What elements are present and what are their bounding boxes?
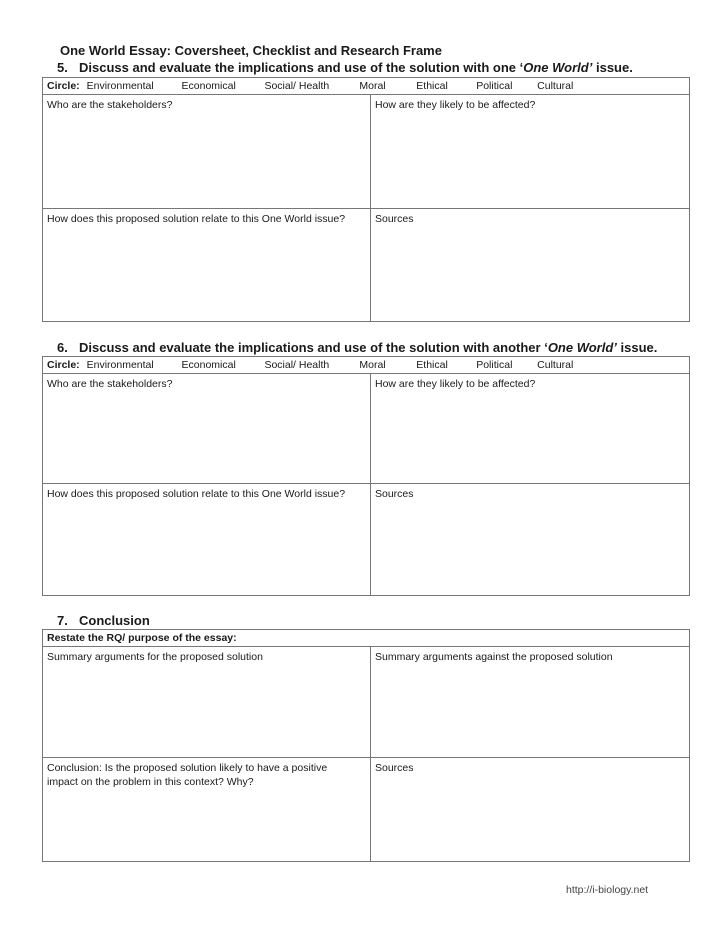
section-number: 6.: [57, 340, 68, 355]
relate-row: [43, 209, 689, 321]
circle-label: Circle:: [47, 359, 80, 371]
circle-row: [43, 78, 689, 95]
heading-text: Conclusion: [79, 613, 150, 628]
heading-text: Discuss and evaluate the implications and use of the solution with another ‘: [79, 340, 548, 355]
section-number: 5.: [57, 60, 68, 75]
option-ethical[interactable]: Ethical: [416, 359, 448, 371]
option-moral[interactable]: Moral: [359, 80, 386, 92]
option-cultural[interactable]: Cultural: [537, 80, 574, 92]
option-economical[interactable]: Economical: [181, 80, 236, 92]
option-political[interactable]: Political: [476, 359, 513, 371]
option-social-health[interactable]: Social/ Health: [264, 359, 330, 371]
affected-cell[interactable]: How are they likely to be affected?: [375, 378, 536, 390]
restate-row[interactable]: Restate the RQ/ purpose of the essay:: [43, 630, 689, 647]
relate-cell[interactable]: How does this proposed solution relate to this One World issue?: [43, 484, 371, 595]
footer-url[interactable]: http://i-biology.net: [566, 884, 649, 896]
section-7-heading: [57, 613, 150, 628]
relate-cell[interactable]: How does this proposed solution relate to this One World issue?: [43, 209, 371, 321]
sources-cell[interactable]: Sources: [375, 762, 414, 774]
stakeholders-row: [43, 95, 689, 209]
conclusion-question-line-2: impact on the problem in this context? Why?: [47, 776, 254, 788]
stakeholders-row: [43, 374, 689, 484]
section-5-frame: [42, 77, 690, 322]
section-5-heading: [57, 60, 633, 75]
option-economical[interactable]: Economical: [181, 359, 236, 371]
option-moral[interactable]: Moral: [359, 359, 386, 371]
heading-italic: One World’: [523, 60, 593, 75]
conclusion-question-cell[interactable]: [43, 758, 371, 861]
option-ethical[interactable]: Ethical: [416, 80, 448, 92]
option-environmental[interactable]: Environmental: [86, 359, 154, 371]
section-number: 7.: [57, 613, 68, 628]
document-title: One World Essay: Coversheet, Checklist and Research Frame: [60, 43, 442, 58]
heading-italic: One World’: [547, 340, 617, 355]
heading-end: issue.: [592, 60, 633, 75]
conclusion-question-line-1: Conclusion: Is the proposed solution likely to have a positive: [47, 762, 328, 774]
arguments-against-cell[interactable]: Summary arguments against the proposed solution: [375, 651, 613, 663]
affected-cell[interactable]: How are they likely to be affected?: [375, 99, 536, 111]
sources-cell[interactable]: Sources: [375, 488, 414, 500]
conclusion-row: [43, 758, 689, 861]
heading-text: Discuss and evaluate the implications and use of the solution with one ‘: [79, 60, 524, 75]
section-6-frame: [42, 356, 690, 596]
section-7-frame: [42, 629, 690, 862]
option-cultural[interactable]: Cultural: [537, 359, 574, 371]
arguments-row: [43, 647, 689, 758]
stakeholders-cell[interactable]: Who are the stakeholders?: [43, 95, 371, 208]
relate-row: [43, 484, 689, 595]
heading-end: issue.: [616, 340, 658, 355]
section-6-heading: [57, 340, 657, 355]
circle-row: [43, 357, 689, 374]
option-environmental[interactable]: Environmental: [86, 80, 154, 92]
circle-label: Circle:: [47, 80, 80, 92]
option-political[interactable]: Political: [476, 80, 513, 92]
stakeholders-cell[interactable]: Who are the stakeholders?: [43, 374, 371, 483]
option-social-health[interactable]: Social/ Health: [264, 80, 330, 92]
arguments-for-cell[interactable]: Summary arguments for the proposed solution: [43, 647, 371, 757]
sources-cell[interactable]: Sources: [375, 213, 414, 225]
